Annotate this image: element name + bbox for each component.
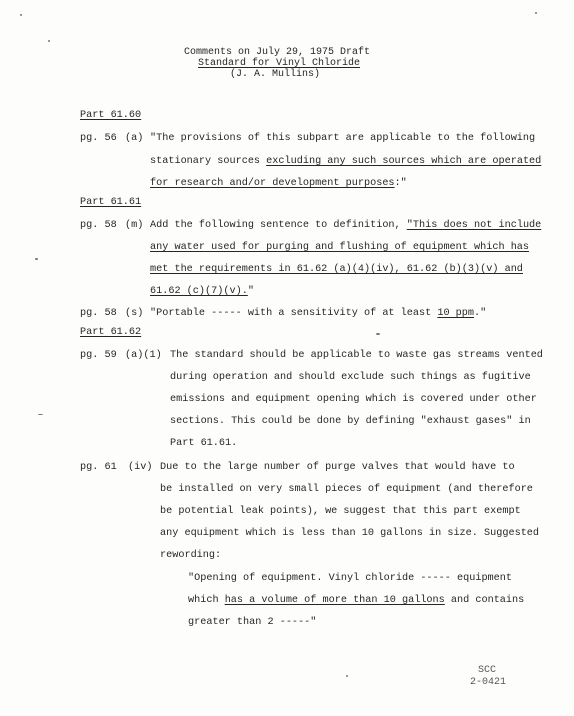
- comment-subsection: (a)(1): [125, 350, 162, 361]
- comment-text-line: Due to the large number of purge valves that would have to: [160, 462, 515, 473]
- comment-text-line: 61.62 (c)(7)(v).": [150, 286, 254, 297]
- comment-text-line: "Portable ----- with a sensitivity of at least 10 ppm.": [150, 308, 487, 319]
- header-subject: Standard for Vinyl Chloride: [198, 58, 361, 69]
- comment-text-line: any water used for purging and flushing of equipment which has: [150, 242, 530, 253]
- comment-page-ref: pg. 61: [80, 462, 117, 473]
- comment-text-line: met the requirements in 61.62 (a)(4)(iv), 61.62 (b)(3)(v) and: [150, 264, 523, 275]
- section-heading-61-60: Part 61.60: [80, 110, 142, 121]
- comment-text-line: "The provisions of this subpart are applicable to the following: [150, 133, 536, 144]
- document-number: 2-0421: [470, 677, 507, 688]
- scan-speck: [376, 333, 380, 335]
- scan-speck: [35, 258, 38, 260]
- scan-speck: [48, 40, 50, 42]
- scan-speck: [346, 675, 348, 677]
- comment-text-line: rewording:: [160, 550, 222, 561]
- comment-page-ref: pg. 58: [80, 308, 117, 319]
- header-title: Comments on July 29, 1975 Draft: [184, 47, 371, 58]
- suggested-rewording-line: greater than 2 -----": [188, 617, 317, 628]
- section-heading-61-61: Part 61.61: [80, 197, 142, 208]
- comment-subsection: (m): [125, 220, 144, 231]
- comment-text-line: during operation and should exclude such things as fugitive: [170, 372, 531, 383]
- comment-text-line: emissions and equipment opening which is covered under other: [170, 394, 537, 405]
- section-heading-61-62: Part 61.62: [80, 327, 142, 338]
- comment-text-line: be installed on very small pieces of equipment (and therefore: [160, 484, 533, 495]
- scan-speck: [20, 14, 22, 16]
- comment-text-line: stationary sources excluding any such sources which are operated: [150, 156, 542, 167]
- scan-speck: [38, 414, 43, 415]
- comment-text-line: Add the following sentence to definition, "This does not include: [150, 220, 542, 231]
- comment-subsection: (a): [125, 133, 144, 144]
- comment-text-line: be potential leak points), we suggest that this part exempt: [160, 506, 521, 517]
- header-author: (J. A. Mullins): [230, 69, 321, 80]
- comment-page-ref: pg. 59: [80, 350, 117, 361]
- suggested-rewording-line: "Opening of equipment. Vinyl chloride ----- equipment: [188, 573, 513, 584]
- comment-text-line: for research and/or development purposes:": [150, 178, 407, 189]
- comment-page-ref: pg. 56: [80, 133, 117, 144]
- comment-text-line: sections. This could be done by defining "exhaust gases" in: [170, 416, 531, 427]
- comment-text-line: Part 61.61.: [170, 438, 238, 449]
- document-code: SCC: [478, 665, 497, 676]
- comment-subsection: (iv): [128, 462, 153, 473]
- comment-text-line: The standard should be applicable to waste gas streams vented: [170, 350, 543, 361]
- comment-subsection: (s): [125, 308, 144, 319]
- comment-text-line: any equipment which is less than 10 gallons in size. Suggested: [160, 528, 540, 539]
- comment-page-ref: pg. 58: [80, 220, 117, 231]
- scan-speck: [535, 12, 537, 14]
- suggested-rewording-line: which has a volume of more than 10 gallons and contains: [188, 595, 525, 606]
